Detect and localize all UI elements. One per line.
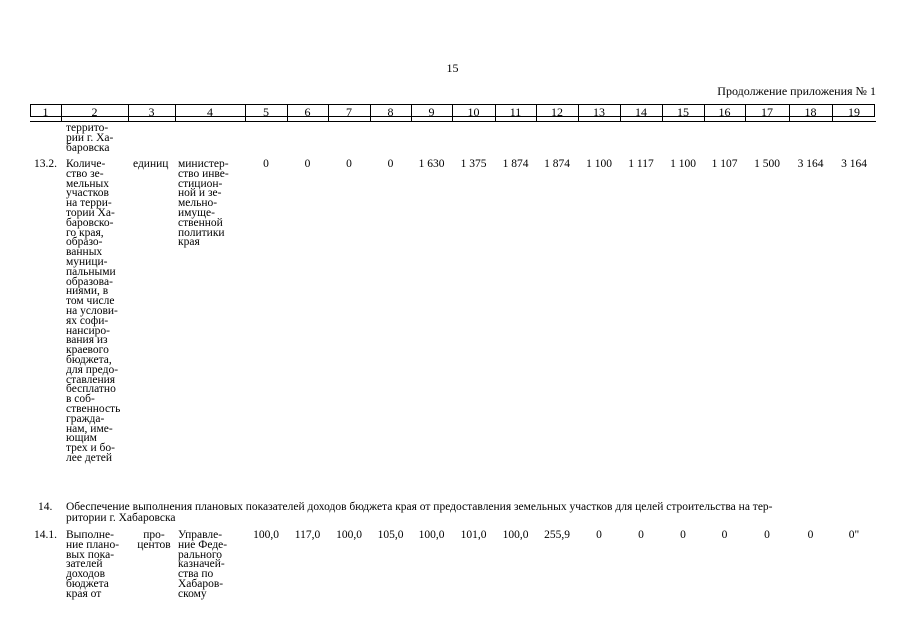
row-14-1-unit: про- центов — [137, 529, 171, 551]
r13-2-value-col-5: 0 — [263, 158, 269, 170]
r14-1-value-col-10: 101,0 — [460, 529, 487, 541]
table-header-bottom-border — [30, 121, 876, 122]
header-cell-11: 11 — [509, 105, 522, 119]
r14-1-value-col-9: 100,0 — [418, 529, 445, 541]
r14-1-value-col-12: 255,9 — [544, 529, 570, 541]
r13-2-value-col-8: 0 — [387, 158, 394, 170]
r14-1-value-col-14: 0 — [638, 529, 644, 541]
r14-1-value-col-8: 105,0 — [377, 529, 404, 541]
r14-1-value-col-19: 0" — [848, 529, 860, 541]
header-cell-14: 14 — [635, 105, 647, 119]
r14-1-value-col-15: 0 — [680, 529, 686, 541]
r13-2-value-col-7: 0 — [346, 158, 352, 170]
r14-1-value-col-7: 100,0 — [336, 529, 362, 541]
row-14-1-name: Выполне- ние плано- вых пока- зателей доходов бюджета края от — [66, 529, 120, 600]
header-cell-6: 6 — [304, 105, 311, 119]
continuation-label: Продолжение приложения № 1 — [717, 84, 876, 98]
row-14-title-line-1: Обеспечение выполнения плановых показателей доходов бюджета края от предоставления земельных участков для целей строительства на тер- — [66, 501, 773, 513]
r14-1-value-col-18: 0 — [807, 529, 814, 541]
r13-2-value-col-19: 3 164 — [841, 158, 867, 170]
r13-2-value-col-6: 0 — [304, 158, 311, 170]
row-14-code: 14. — [38, 501, 53, 513]
header-cell-19: 19 — [848, 105, 860, 119]
header-cell-8: 8 — [387, 105, 394, 119]
row-13-2-code: 13.2. — [34, 158, 57, 170]
r14-1-value-col-11: 100,0 — [502, 529, 529, 541]
header-cell-4: 4 — [207, 105, 213, 119]
header-cell-3: 3 — [148, 105, 155, 119]
row-14-1-executor: Управле- ние Феде- рального казначей- ства по Хабаров- скому — [178, 529, 228, 600]
row-13-2-name: Количе- ство зе- мельных участков на терри- тории Ха- баровско- го края, образо- ванных муници- пальными образова- ниями, в том числе на услови- ях софи- нансиро- вания из краевого бюджета, для предо- ставления бесплатно в соб- ственность гражда- нам, име- ющим трех и бо- лее детей — [66, 158, 121, 464]
r14-1-value-col-17: 0 — [764, 529, 770, 541]
header-cell-16: 16 — [718, 105, 731, 119]
r13-2-value-col-13: 1 100 — [586, 158, 612, 170]
row-13-2-executor: министер- ство инве- стицион- ной и зе- мельно- имуще- ственной политики края — [178, 158, 229, 249]
row-continuation-name: террито- рии г. Ха- баровска — [66, 122, 114, 154]
header-cell-18: 18 — [804, 105, 817, 119]
page-number: 15 — [446, 61, 459, 75]
header-cell-7: 7 — [346, 105, 352, 119]
r14-1-value-col-13: 0 — [596, 529, 602, 541]
r13-2-value-col-17: 1 500 — [754, 158, 780, 170]
header-cell-17: 17 — [761, 105, 773, 119]
r13-2-value-col-18: 3 164 — [797, 158, 824, 170]
r13-2-value-col-16: 1 107 — [711, 158, 738, 170]
header-cell-12: 12 — [551, 105, 563, 119]
r13-2-value-col-12: 1 874 — [544, 158, 570, 170]
r14-1-value-col-16: 0 — [721, 529, 728, 541]
row-14-1-code: 14.1. — [34, 529, 57, 541]
row-13-2-unit: единиц — [133, 158, 169, 170]
r13-2-value-col-14: 1 117 — [628, 158, 654, 170]
r14-1-value-col-5: 100,0 — [253, 529, 279, 541]
header-cell-1: 1 — [42, 105, 49, 119]
r13-2-value-col-15: 1 100 — [670, 158, 696, 170]
header-cell-9: 9 — [428, 105, 435, 119]
header-cell-10: 10 — [467, 105, 480, 119]
header-cell-15: 15 — [677, 105, 689, 119]
r13-2-value-col-11: 1 874 — [502, 158, 529, 170]
header-cell-2: 2 — [91, 105, 98, 119]
r14-1-value-col-6: 117,0 — [294, 529, 321, 541]
row-14-title-line-2: ритории г. Хабаровска — [66, 512, 176, 524]
header-cell-13: 13 — [593, 105, 605, 119]
header-cell-5: 5 — [263, 105, 269, 119]
r13-2-value-col-9: 1 630 — [418, 158, 445, 170]
r13-2-value-col-10: 1 375 — [460, 158, 487, 170]
